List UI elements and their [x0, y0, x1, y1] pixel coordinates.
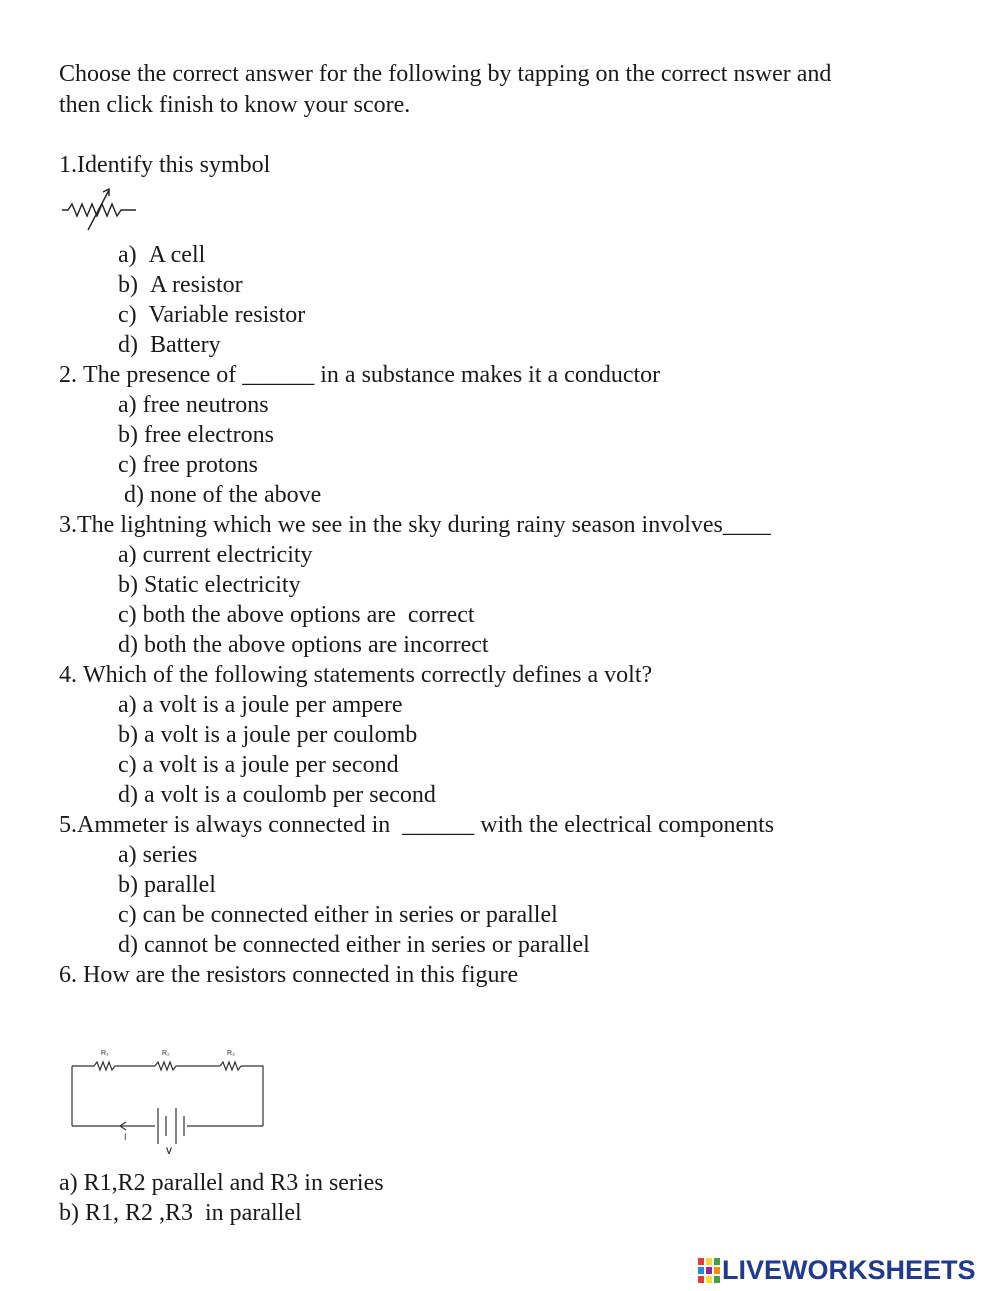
q3-option-d[interactable]: d) both the above options are incorrect	[118, 632, 489, 658]
series-circuit-diagram	[66, 1044, 270, 1156]
question-3-text: 3.The lightning which we see in the sky during rainy season involves____	[59, 512, 771, 538]
label-r1: R₁	[101, 1050, 109, 1057]
q6-option-a[interactable]: a) R1,R2 parallel and R3 in series	[59, 1170, 384, 1196]
q3-option-c[interactable]: c) both the above options are correct	[118, 602, 475, 628]
q1-option-d[interactable]: d) Battery	[118, 332, 221, 358]
q2-option-a[interactable]: a) free neutrons	[118, 392, 269, 418]
question-4-text: 4. Which of the following statements correctly defines a volt?	[59, 662, 653, 688]
question-5-text: 5.Ammeter is always connected in ______ with the electrical components	[59, 812, 775, 838]
q2-option-b[interactable]: b) free electrons	[118, 422, 274, 448]
question-6-text: 6. How are the resistors connected in this figure	[59, 962, 519, 988]
label-voltage: V	[166, 1146, 173, 1156]
label-r3: R₃	[227, 1050, 235, 1057]
q6-option-b[interactable]: b) R1, R2 ,R3 in parallel	[59, 1200, 302, 1226]
resistor-r1	[94, 1062, 115, 1070]
q1-option-b[interactable]: b) A resistor	[118, 272, 243, 298]
q1-option-c[interactable]: c) Variable resistor	[118, 302, 306, 328]
label-r2: R₂	[162, 1050, 170, 1057]
q5-option-c[interactable]: c) can be connected either in series or parallel	[118, 902, 558, 928]
q4-option-a[interactable]: a) a volt is a joule per ampere	[118, 692, 403, 718]
q3-option-a[interactable]: a) current electricity	[118, 542, 313, 568]
q1-option-a[interactable]: a) A cell	[118, 242, 206, 268]
q2-option-c[interactable]: c) free protons	[118, 452, 258, 478]
q5-option-d[interactable]: d) cannot be connected either in series or parallel	[118, 932, 590, 958]
q5-option-b[interactable]: b) parallel	[118, 872, 216, 898]
logo-icon	[698, 1258, 720, 1282]
q3-option-b[interactable]: b) Static electricity	[118, 572, 301, 598]
variable-resistor-icon	[60, 186, 140, 232]
q4-option-b[interactable]: b) a volt is a joule per coulomb	[118, 722, 418, 748]
q4-option-d[interactable]: d) a volt is a coulomb per second	[118, 782, 436, 808]
resistor-r3	[220, 1062, 241, 1070]
label-current: I	[124, 1132, 127, 1142]
liveworksheets-logo	[698, 1255, 994, 1285]
instructions-line-1: Choose the correct answer for the following by tapping on the correct nswer and	[59, 61, 832, 87]
brand-name: LIVEWORKSHEETS	[722, 1255, 976, 1285]
instructions-line-2: then click finish to know your score.	[59, 92, 411, 118]
resistor-r2	[155, 1062, 176, 1070]
q2-option-d[interactable]: d) none of the above	[118, 482, 322, 508]
q5-option-a[interactable]: a) series	[118, 842, 198, 868]
question-1-text: 1.Identify this symbol	[59, 152, 271, 178]
q4-option-c[interactable]: c) a volt is a joule per second	[118, 752, 399, 778]
question-2-text: 2. The presence of ______ in a substance makes it a conductor	[59, 362, 661, 388]
